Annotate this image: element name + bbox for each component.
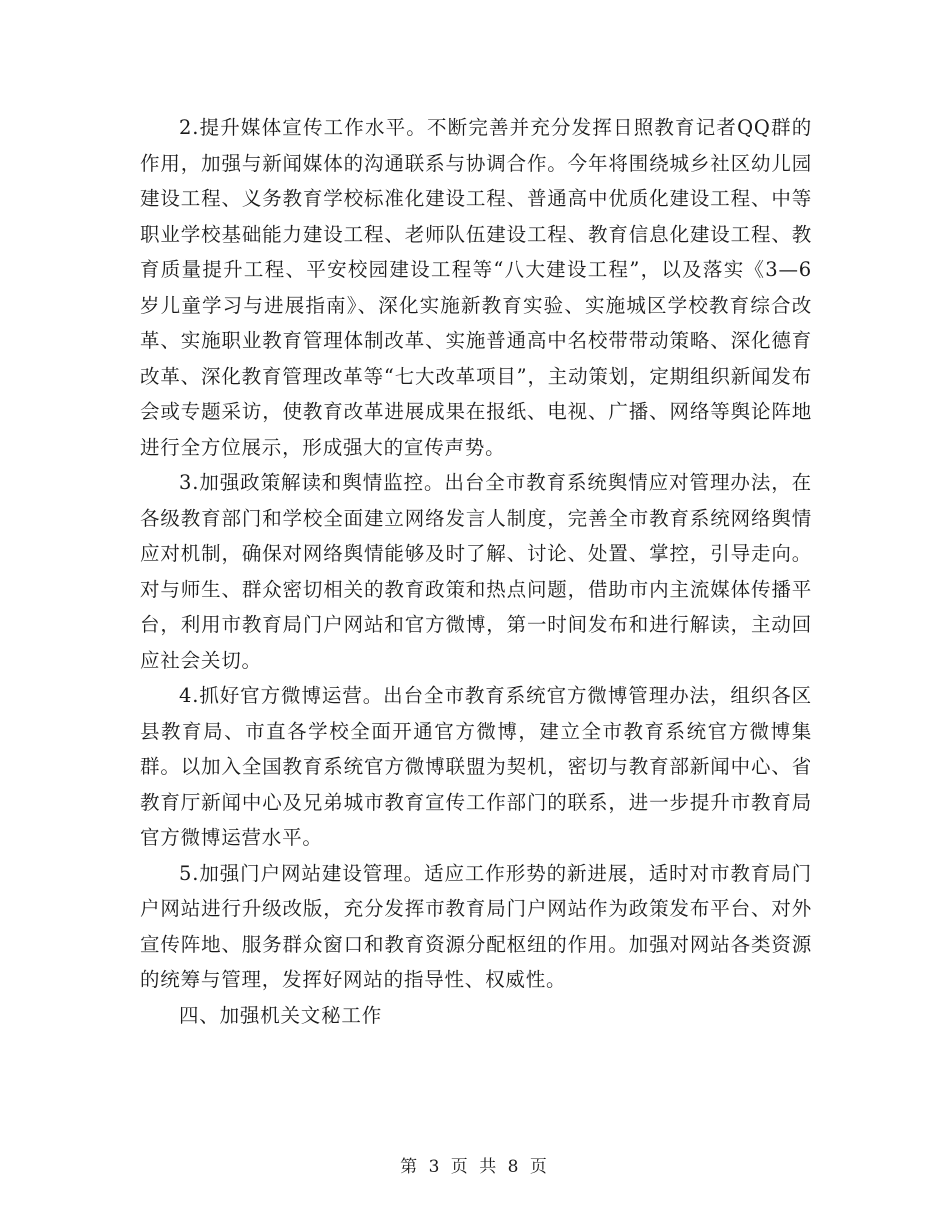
document-body [140,110,812,1033]
page-footer [0,1152,950,1177]
paragraph-official-weibo: 4.抓好官方微博运营。出台全市教育系统官方微博管理办法，组织各区县教育局、市直各学校全面开通官方微博，建立全市教育系统官方微博集群。以加入全国教育系统官方微博联盟为契机，密切与教育部新闻中心、省教育厅新闻中心及兄弟城市教育宣传工作部门的联系，进一步提升市教育局官方微博运营水平。 [140,684,812,849]
paragraph-policy-interpretation: 3.加强政策解读和舆情监控。出台全市教育系统舆情应对管理办法，在各级教育部门和学校全面建立网络发言人制度，完善全市教育系统网络舆情应对机制，确保对网络舆情能够及时了解、讨论、处置、掌控，引导走向。对与师生、群众密切相关的教育政策和热点问题，借助市内主流媒体传播平台，利用市教育局门户网站和官方微博，第一时间发布和进行解读，主动回应社会关切。 [140,471,812,672]
section-heading: 四、加强机关文秘工作 [179,1003,383,1027]
paragraph-media-publicity: 2.提升媒体宣传工作水平。不断完善并充分发挥日照教育记者QQ群的作用，加强与新闻媒体的沟通联系与协调合作。今年将围绕城乡社区幼儿园建设工程、义务教育学校标准化建设工程、普通高中优质化建设工程、中等职业学校基础能力建设工程、老师队伍建设工程、教育信息化建设工程、教育质量提升工程、平安校园建设工程等“八大建设工程”，以及落实《3—6岁儿童学习与进展指南》、深化实施新教育实验、实施城区学校教育综合改革、实施职业教育管理体制改革、实施普通高中名校带带动策略、深化德育改革、深化教育管理改革等“七大改革项目”，主动策划，定期组织新闻发布会或专题采访，使教育改革进展成果在报纸、电视、广播、网络等舆论阵地进行全方位展示，形成强大的宣传声势。 [140,116,812,459]
page-number-label: 第 3 页 共 8 页 [400,1157,550,1177]
paragraph-portal-website: 5.加强门户网站建设管理。适应工作形势的新进展，适时对市教育局门户网站进行升级改版，充分发挥市教育局门户网站作为政策发布平台、对外宣传阵地、服务群众窗口和教育资源分配枢纽的作用。加强对网站各类资源的统筹与管理，发挥好网站的指导性、权威性。 [140,861,812,991]
